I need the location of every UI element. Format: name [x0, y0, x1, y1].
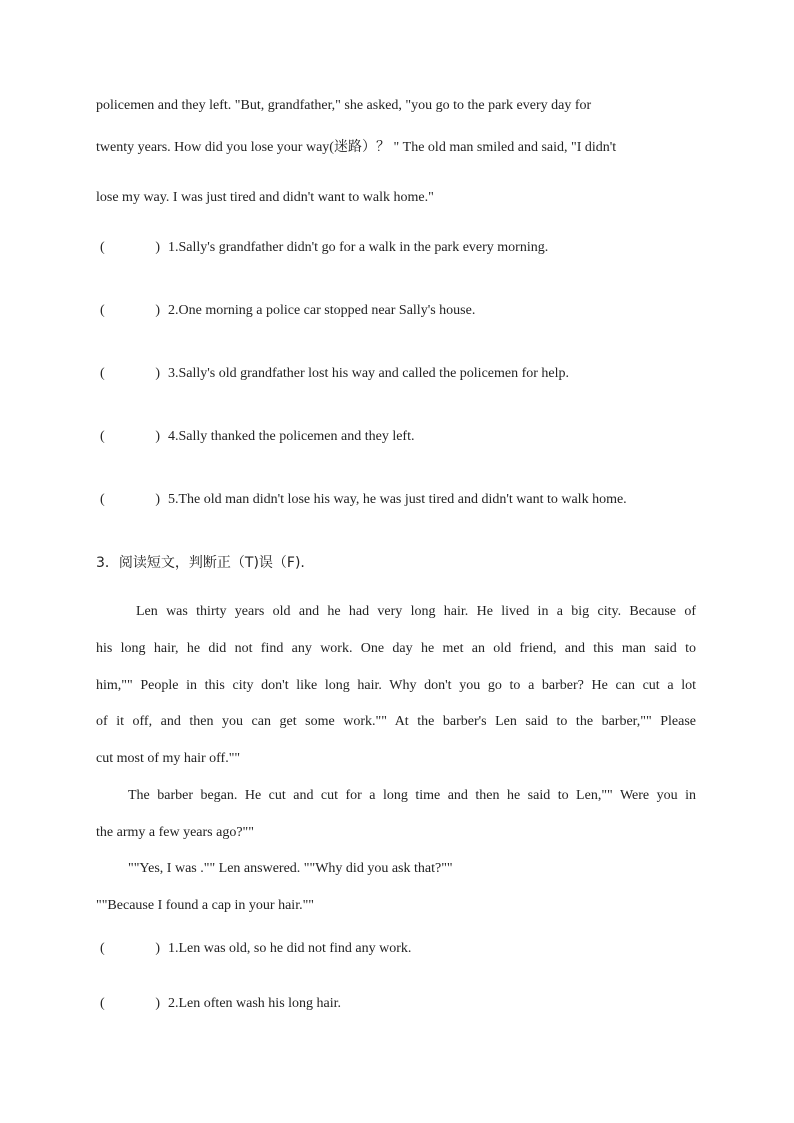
question-text: 1.Sally's grandfather didn't go for a walk in the park every morning.	[168, 240, 549, 255]
passage-line: Len was thirty years old and he had very long hair. He lived in a big city. Because of	[136, 604, 696, 619]
passage-line: his long hair, he did not find any work. One day he met an old friend, and this man said to	[96, 641, 696, 656]
question-text: 2.Len often wash his long hair.	[168, 996, 342, 1011]
passage-line: ""Yes, I was ."" Len answered. ""Why did you ask that?""	[128, 861, 453, 876]
question-text: 3.Sally's old grandfather lost his way and called the policemen for help.	[168, 366, 570, 381]
passage-line: cut most of my hair off.""	[96, 751, 241, 766]
answer-blank[interactable]	[96, 940, 168, 958]
answer-blank[interactable]	[96, 995, 168, 1013]
passage-line: lose my way. I was just tired and didn't want to walk home."	[96, 190, 434, 205]
question-item	[96, 491, 696, 509]
question-item	[96, 239, 696, 257]
passage-line: of it off, and then you can get some work."" At the barber's Len said to the barber,"" Please	[96, 714, 696, 729]
passage-line: twenty years. How did you lose your way(迷路）？ " The old man smiled and said, "I didn't	[96, 140, 617, 155]
question-item	[96, 302, 696, 320]
question-item	[96, 940, 696, 958]
question-text: 5.The old man didn't lose his way, he was just tired and didn't want to walk home.	[168, 492, 627, 507]
passage-line: him,"" People in this city don't like long hair. Why don't you go to a barber? He can cut a lot	[96, 678, 696, 693]
question-text: 4.Sally thanked the policemen and they left.	[168, 429, 415, 444]
answer-blank[interactable]	[96, 239, 168, 257]
question-item	[96, 365, 696, 383]
question-text: 2.One morning a police car stopped near Sally's house.	[168, 303, 476, 318]
passage-line: the army a few years ago?""	[96, 825, 254, 840]
passage-line: policemen and they left. "But, grandfather," she asked, "you go to the park every day for	[96, 98, 592, 113]
answer-blank[interactable]	[96, 491, 168, 509]
passage-line: The barber began. He cut and cut for a long time and then he said to Len,"" Were you in	[128, 788, 696, 803]
answer-blank[interactable]	[96, 302, 168, 320]
passage-line: ""Because I found a cap in your hair.""	[96, 898, 315, 913]
answer-blank[interactable]	[96, 365, 168, 383]
question-item	[96, 995, 696, 1013]
question-text: 1.Len was old, so he did not find any work.	[168, 941, 412, 956]
answer-blank[interactable]	[96, 428, 168, 446]
question-item	[96, 428, 696, 446]
section-heading: 3．阅读短文，判断正（T)误（F).	[96, 555, 305, 571]
